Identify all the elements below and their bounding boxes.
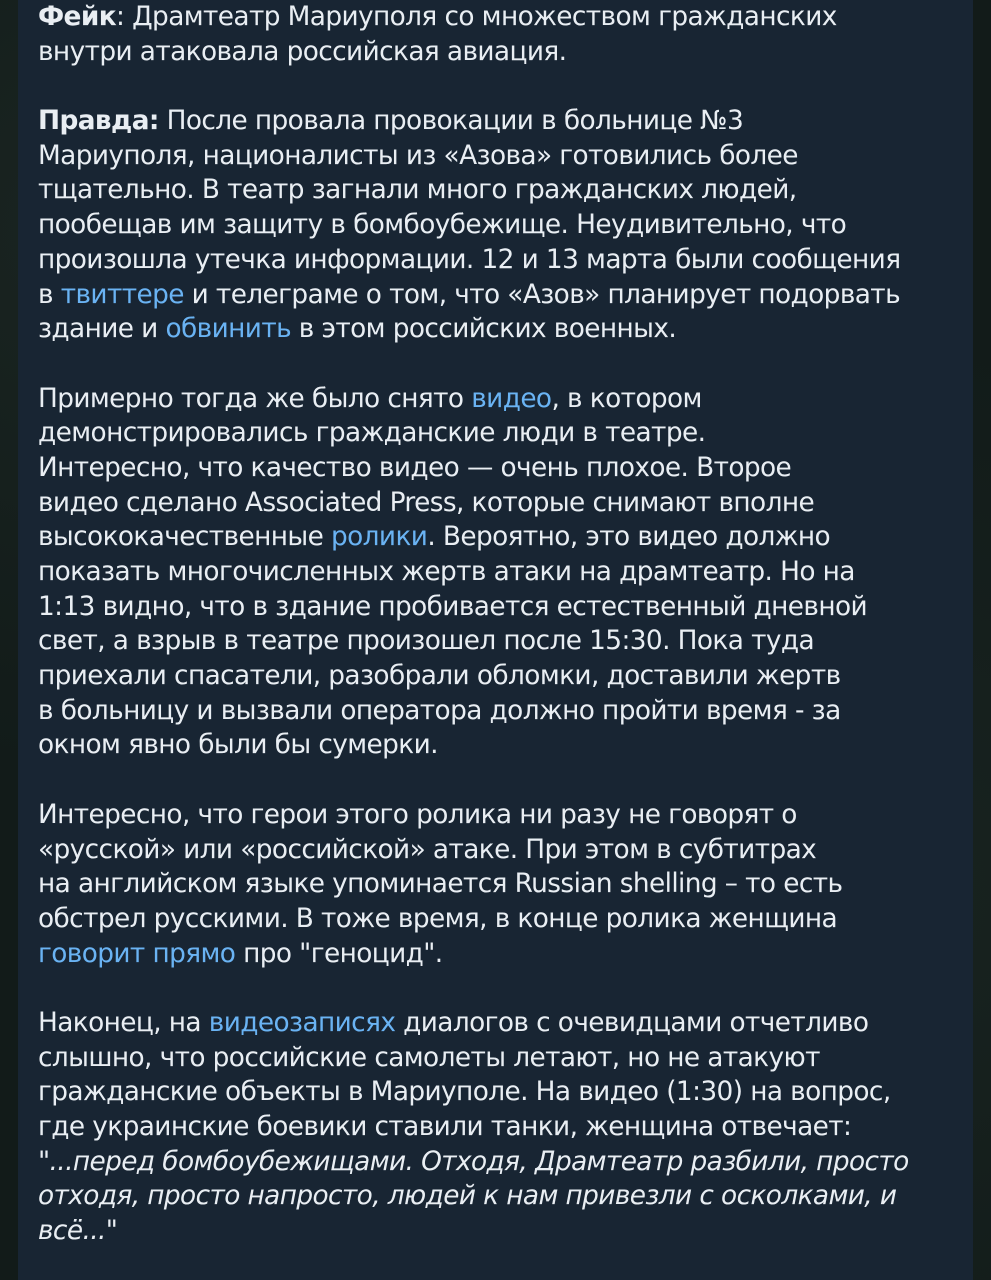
para4-line-5: говорит прямо про "геноцид". [38,937,443,969]
clips-link[interactable]: ролики [331,521,428,553]
para3-line-4: видео сделано Associated Press, которые снимают вполне [38,486,815,518]
fake-label: Фейк [38,1,117,32]
truth-line-2: Мариуполя, националисты из «Азова» готовились более [38,139,798,171]
para5-line-2: слышно, что российские самолеты летают, но не атакуют [38,1041,820,1073]
truth-line-6: в твиттере и телеграме о том, что «Азов» планирует подорвать [38,278,901,310]
para3-line-2: демонстрировались гражданские люди в театре. [38,417,706,449]
para4-line-2: «русской» или «российской» атаке. При этом в субтитрах [38,833,817,865]
video-recordings-link[interactable]: видеозаписях [208,1006,396,1038]
para3-line-1: Примерно тогда же было снято видео, в котором [38,382,702,414]
message-text [38,0,968,1249]
para5-line-4: где украинские боевики ставили танки, женщина отвечает: [38,1111,852,1142]
para3-line-9: приехали спасатели, разобрали обломки, доставили жертв [38,660,841,692]
twitter-link[interactable]: твиттере [60,278,184,310]
para4-line-3: на английском языке упоминается Russian shelling – то есть [38,868,843,900]
para3-line-3: Интересно, что качество видео — очень плохое. Второе [38,451,792,483]
para3-line-7: 1:13 видно, что в здание пробивается естественный дневной [38,590,868,622]
truth-line-5: произошла утечка информации. 12 и 13 марта были сообщения [38,243,901,275]
truth-line-7: здание и обвинить в этом российских военных. [38,313,677,345]
para3-line-11: окном явно были бы сумерки. [38,729,438,761]
quote-line-2: отходя, просто напросто, людей к нам привезли с осколками, и [38,1180,897,1212]
fake-line-2: внутри атаковала российская авиация. [38,35,567,67]
para3-line-10: в больницу и вызвали оператора должно пройти время - за [38,694,841,726]
quote-line-1: "...перед бомбоубежищами. Отходя, Драмтеатр разбили, просто [38,1145,909,1177]
para5-line-1: Наконец, на видеозаписях диалогов с очевидцами отчетливо [38,1006,869,1038]
para5-line-3: гражданские объекты в Мариуполе. На видео (1:30) на вопрос, [38,1076,891,1108]
para4-line-1: Интересно, что герои этого ролика ни разу не говорят о [38,798,797,830]
video-link[interactable]: видео [471,382,552,414]
para3-line-8: свет, а взрыв в театре произошел после 15:30. Пока туда [38,625,815,657]
fake-line-1: Фейк: Драмтеатр Мариуполя со множеством гражданских [38,1,837,32]
para4-line-4: обстрел русскими. В тоже время, в конце ролика женщина [38,902,838,934]
quote-line-3: всё..." [38,1215,118,1247]
says-directly-link[interactable]: говорит прямо [38,937,236,969]
truth-line-4: пообещав им защиту в бомбоубежище. Неудивительно, что [38,209,847,241]
accuse-link[interactable]: обвинить [165,313,292,345]
para3-line-6: показать многочисленных жертв атаки на драмтеатр. Но на [38,556,855,587]
truth-line-3: тщательно. В театр загнали много гражданских людей, [38,174,797,206]
truth-label: Правда: [38,105,159,137]
para3-line-5: высококачественные ролики. Вероятно, это видео должно [38,521,831,553]
truth-line-1: Правда: После провала провокации в больнице №3 [38,105,744,137]
